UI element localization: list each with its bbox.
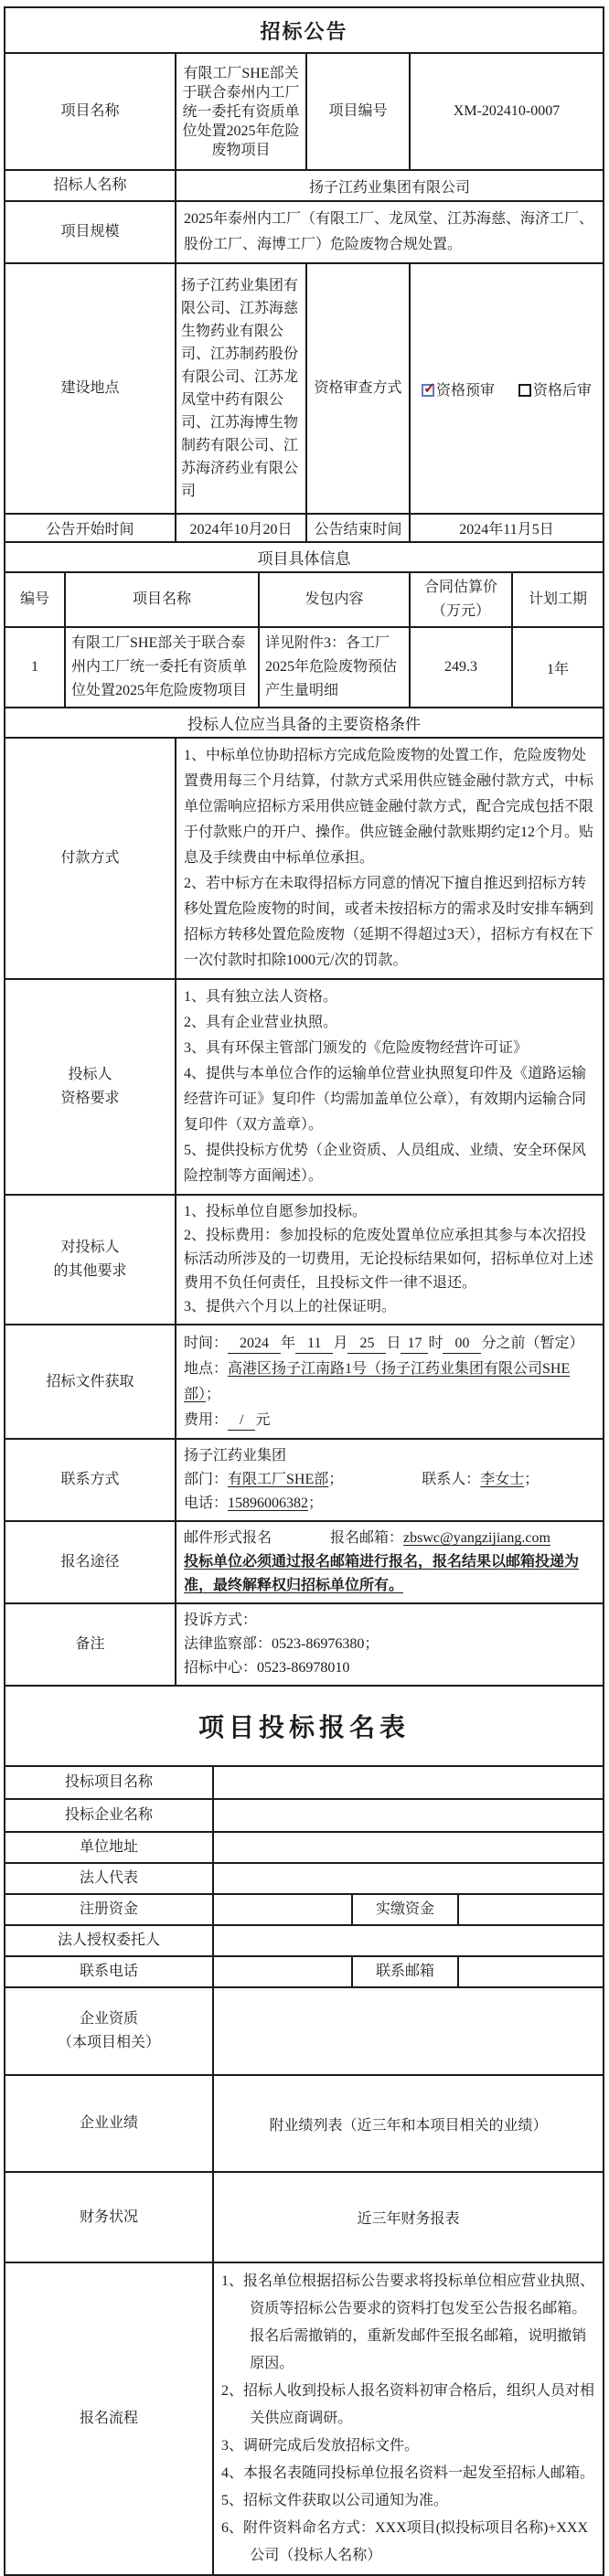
end-time-label: 公告结束时间 xyxy=(305,515,409,541)
process-item: 6、附件资料命名方式：XXX项目(拟投标项目名称)+XXX公司（投标人名称） xyxy=(221,2520,589,2563)
details-row-duration: 1年 xyxy=(511,628,603,707)
contact-phone: 电话：15896006382； xyxy=(184,1496,324,1511)
remark-line: 投诉方式： xyxy=(184,1613,258,1628)
payment-label: 付款方式 xyxy=(60,850,120,866)
form-legal-rep-input xyxy=(212,1864,603,1893)
tenderer-value: 扬子江药业集团有限公司 xyxy=(175,171,603,200)
form-legal-rep-label: 法人代表 xyxy=(79,1870,138,1886)
bidder-req-item: 2、具有企业营业执照。 xyxy=(184,1015,338,1030)
process-item: 2、招标人收到投标人报名资料初审合格后，组织人员对相关供应商调研。 xyxy=(221,2383,595,2426)
signup-method-line: 邮件形式报名 报名邮箱：zbswc@yangzijiang.com xyxy=(184,1530,550,1546)
signup-email-link[interactable]: zbswc@yangzijiang.com xyxy=(403,1530,550,1546)
form-process-label: 报名流程 xyxy=(79,2411,138,2426)
tenderer-label: 招标人名称 xyxy=(53,177,127,193)
form-finance-label: 财务状况 xyxy=(79,2209,138,2225)
form-company-name-label: 投标企业名称 xyxy=(64,1807,153,1823)
contact-label: 联系方式 xyxy=(60,1472,120,1487)
scale-value: 2025年泰州内工厂（有限工厂、龙凤堂、江苏海慈、海济工厂、股份工厂、海博工厂）危险废物合规处置。 xyxy=(175,202,603,262)
other-req-content xyxy=(175,1196,603,1324)
form-performance-label: 企业业绩 xyxy=(79,2115,138,2131)
form-address-input xyxy=(212,1833,603,1862)
checked-checkbox-icon[interactable] xyxy=(422,384,434,397)
process-item: 3、调研完成后发放招标文件。 xyxy=(221,2438,420,2454)
contact-dept-person: 部门：有限工厂SHE部； 联系人：李女士； xyxy=(184,1472,540,1487)
project-no-value: XM-202410-0007 xyxy=(409,54,603,169)
process-item: 4、本报名表随同投标单位报名资料一起发至招标人邮箱。 xyxy=(221,2465,595,2481)
announcement-title: 招标公告 xyxy=(260,19,348,43)
form-title: 项目投标报名表 xyxy=(198,1714,410,1742)
payment-content xyxy=(175,739,603,978)
doc-obtain-label: 招标文件获取 xyxy=(46,1373,134,1389)
start-time-label: 公告开始时间 xyxy=(46,522,134,538)
details-header-no: 编号 xyxy=(19,591,49,607)
details-section-title: 项目具体信息 xyxy=(257,550,351,568)
location-value: 扬子江药业集团有限公司、江苏海慈生物药业有限公司、江苏制药股份有限公司、江苏龙凤堂中药有限公司、江苏海博生物制药有限公司、江苏海济药业有限公司 xyxy=(175,264,305,513)
form-company-name-input xyxy=(212,1800,603,1831)
start-time-value: 2024年10月20日 xyxy=(175,515,305,541)
details-header-content: 发包内容 xyxy=(258,573,409,626)
details-row-content: 详见附件3：各工厂2025年危险废物预估产生量明细 xyxy=(258,628,409,707)
details-row-price: 249.3 xyxy=(409,628,511,707)
prequalification-option xyxy=(422,378,495,399)
other-req-item: 1、投标单位自愿参加投标。 xyxy=(184,1204,368,1219)
bidder-req-item: 5、提供投标方优势（企业资质、人员组成、业绩、安全环保风险控制等方面阐述）。 xyxy=(184,1143,587,1184)
form-project-name-input xyxy=(212,1767,603,1798)
doc-obtain-fee: 费用： / 元 xyxy=(184,1408,595,1433)
project-name-label: 项目名称 xyxy=(60,103,120,119)
table-row xyxy=(5,626,603,707)
remark-line: 招标中心：0523-86978010 xyxy=(184,1660,350,1676)
signup-notice: 投标单位必须通过报名邮箱进行报名，报名结果以邮箱投递为准，最终解释权归招标单位所有。 xyxy=(184,1554,580,1593)
form-performance-note: 附业绩列表（近三年和本项目相关的业绩） xyxy=(212,2076,603,2171)
signup-content xyxy=(175,1522,603,1602)
details-row-name: 有限工厂SHE部关于联合泰州内工厂统一委托有资质单位处置2025年危险废物项目 xyxy=(64,628,258,707)
prequalification-label: 资格预审 xyxy=(435,382,495,399)
process-item: 1、报名单位根据招标公告要求将投标单位相应营业执照、资质等招标公告要求的资料打包发至公告报名邮箱。报名后需撤销的，重新发邮件至报名邮箱，说明撤销原因。 xyxy=(221,2273,595,2371)
payment-item: 1、中标单位协助招标方完成危险废物的处置工作，危险废物处置费用每三个月结算，付款方式采用供应链金融付款方式，中标单位需响应招标方采用供应链金融付款方式，配合完成包括不限于付款账户的开户、操作。供应链金融付款账期约定12个月。贴息及手续费由中标单位承担。 xyxy=(184,748,594,866)
details-row-no: 1 xyxy=(31,659,38,675)
remark-line: 法律监察部：0523-86976380； xyxy=(184,1636,379,1652)
form-phone-label: 联系电话 xyxy=(79,1964,138,1979)
payment-item: 2、若中标方在未取得招标方同意的情况下擅自推迟到招标方转移处置危险废物的时间，或者未按招标方的需求及时安排车辆到招标方转移处置危险废物（延期不得超过3天），招标方有权在下一次付款时扣除1000元/次的罚款。 xyxy=(184,876,594,968)
form-finance-note: 近三年财务报表 xyxy=(212,2173,603,2262)
contact-content xyxy=(175,1440,603,1520)
form-qualification-label: 企业资质 （本项目相关） xyxy=(57,2011,160,2050)
tender-document xyxy=(4,6,604,2576)
scale-label: 项目规模 xyxy=(60,224,120,240)
bidder-req-item: 3、具有环保主管部门颁发的《危险废物经营许可证》 xyxy=(184,1040,529,1056)
project-name-value: 有限工厂SHE部关于联合泰州内工厂统一委托有资质单位处置2025年危险废物项目 xyxy=(175,54,305,169)
other-req-item: 3、提供六个月以上的社保证明。 xyxy=(184,1299,397,1315)
form-email-label: 联系邮箱 xyxy=(351,1957,457,1986)
form-authorized-agent-input xyxy=(212,1926,603,1955)
form-paid-capital-label: 实缴资金 xyxy=(351,1895,457,1924)
other-req-item: 2、投标费用：参加投标的危废处置单位应承担其参与本次招投标活动所涉及的一切费用，无论投标结果如何，招标单位对上述费用不负任何责任，且投标文件一律不退还。 xyxy=(184,1228,594,1291)
bidder-req-content xyxy=(175,980,603,1194)
form-project-name-label: 投标项目名称 xyxy=(64,1774,153,1790)
remark-content xyxy=(175,1604,603,1685)
unchecked-checkbox-icon[interactable] xyxy=(518,384,531,397)
details-header-duration: 计划工期 xyxy=(511,573,603,626)
form-phone-input xyxy=(212,1957,351,1986)
form-reg-capital-label: 注册资金 xyxy=(79,1901,138,1917)
signup-label: 报名途径 xyxy=(60,1554,120,1570)
project-no-label: 项目编号 xyxy=(305,54,409,169)
bidder-req-label: 投标人 资格要求 xyxy=(60,1067,120,1106)
review-method-options xyxy=(409,264,603,513)
other-req-label: 对投标人 的其他要求 xyxy=(53,1240,127,1279)
form-authorized-agent-label: 法人授权委托人 xyxy=(57,1932,160,1948)
form-email-input xyxy=(457,1957,603,1986)
location-label: 建设地点 xyxy=(60,380,120,396)
doc-obtain-place: 地点：高港区扬子江南路1号（扬子江药业集团有限公司SHE部）； xyxy=(184,1360,571,1402)
form-process-content xyxy=(212,2263,603,2574)
form-qualification-input xyxy=(212,1988,603,2074)
remark-label: 备注 xyxy=(75,1636,105,1652)
process-item: 5、招标文件获取以公司通知为准。 xyxy=(221,2493,449,2508)
doc-obtain-time: 时间： 2024 年 11 月 25 日 17 时 00 分之前（暂定） xyxy=(184,1331,595,1357)
form-paid-capital-input xyxy=(457,1895,603,1924)
details-header-price: 合同估算价（万元） xyxy=(409,573,511,626)
end-time-value: 2024年11月5日 xyxy=(409,515,603,541)
form-reg-capital-input xyxy=(212,1895,351,1924)
postqualification-option xyxy=(518,378,592,399)
qualifications-section-title: 投标人位应当具备的主要资格条件 xyxy=(187,716,421,733)
contact-company: 扬子江药业集团 xyxy=(184,1448,287,1464)
postqualification-label: 资格后审 xyxy=(533,382,593,399)
bidder-req-item: 4、提供与本单位合作的运输单位营业执照复印件及《道路运输经营许可证》复印件（均需加盖单位公章），有效期内运输合同复印件（双方盖章）。 xyxy=(184,1066,587,1133)
review-method-label: 资格审查方式 xyxy=(305,264,409,513)
bidder-req-item: 1、具有独立法人资格。 xyxy=(184,989,338,1005)
doc-obtain-content xyxy=(175,1325,603,1438)
form-address-label: 单位地址 xyxy=(79,1839,138,1855)
details-header-name: 项目名称 xyxy=(64,573,258,626)
